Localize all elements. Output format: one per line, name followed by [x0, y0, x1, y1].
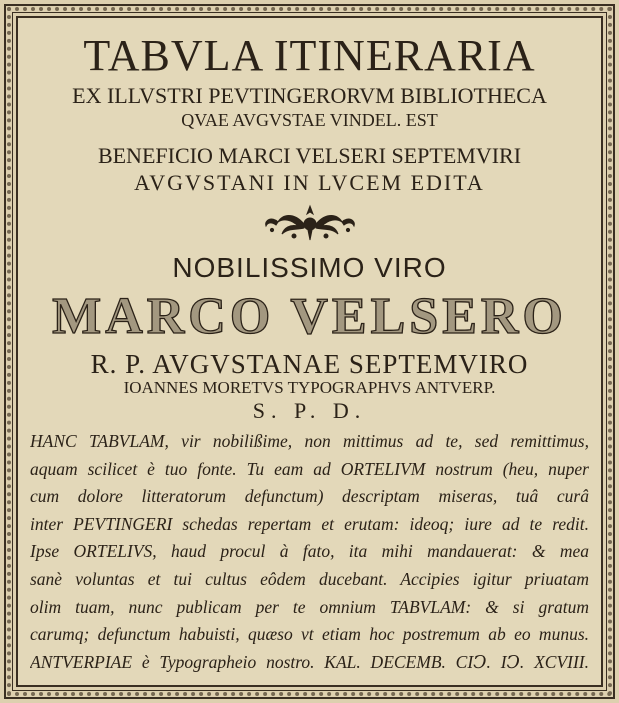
- letter-line-date: ANTVERPIAE è Typographeio nostro. KAL. DECEMB. CIↃ. IↃ. XCVIII.: [30, 651, 589, 672]
- subtitle-line-4: BENEFICIO MARCI VELSERI SEPTEMVIRI: [97, 143, 522, 168]
- subtitle-line-2: EX ILLVSTRI PEVTINGERORVM BIBLIOTHECA: [72, 83, 547, 108]
- dedicatee-name: MARCO VELSERO: [52, 288, 567, 345]
- dedication-letter: [30, 428, 589, 676]
- letter-line: sanè voluntas et tui cultus eôdem ducebant. Accipies igitur priuatam: [30, 568, 589, 589]
- dedication-line-4: IOANNES MORETVS TYPOGRAPHVS ANTVERP.: [123, 378, 496, 397]
- fleuron-ornament-icon: [258, 202, 362, 244]
- letter-line: cum dolore litteratorum defunctum) descriptam miseras, tuâ curâ: [30, 486, 589, 507]
- title-content: [18, 18, 601, 685]
- letter-line: carumq; defunctum habuisti, quæso vt etiam hoc postremum ab eo munus.: [30, 624, 589, 645]
- letter-line: aquam scilicet è tuo fonte. Tu eam ad ORTELIVM nostrum (heu, nuper: [30, 458, 589, 479]
- letter-line: inter PEVTINGERI schedas repertam et erutam: ideoq; iure ad te redit.: [30, 513, 589, 534]
- subtitle-line-3: QVAE AVGVSTAE VINDEL. EST: [181, 110, 438, 130]
- subtitle-line-5: AVGVSTANI IN LVCEM EDITA: [134, 170, 485, 195]
- dedication-line-3: R. P. AVGVSTANAE SEPTEMVIRO: [90, 349, 529, 379]
- letter-line: Ipse ORTELIVS, haud procul à fato, ita mihi mandauerat: & mea: [30, 541, 589, 562]
- letter-line: HANC TABVLAM, vir nobilißime, non mittimus ad te, sed remittimus,: [30, 431, 589, 451]
- letter-line: olim tuam, nunc publicam per te omnium TABVLAM: & si gratum: [30, 596, 589, 617]
- dedication-line-5: S. P. D.: [252, 398, 367, 423]
- dedication-line-1: NOBILISSIMO VIRO: [172, 252, 447, 283]
- page-title: TABVLA ITINERARIA: [83, 31, 536, 80]
